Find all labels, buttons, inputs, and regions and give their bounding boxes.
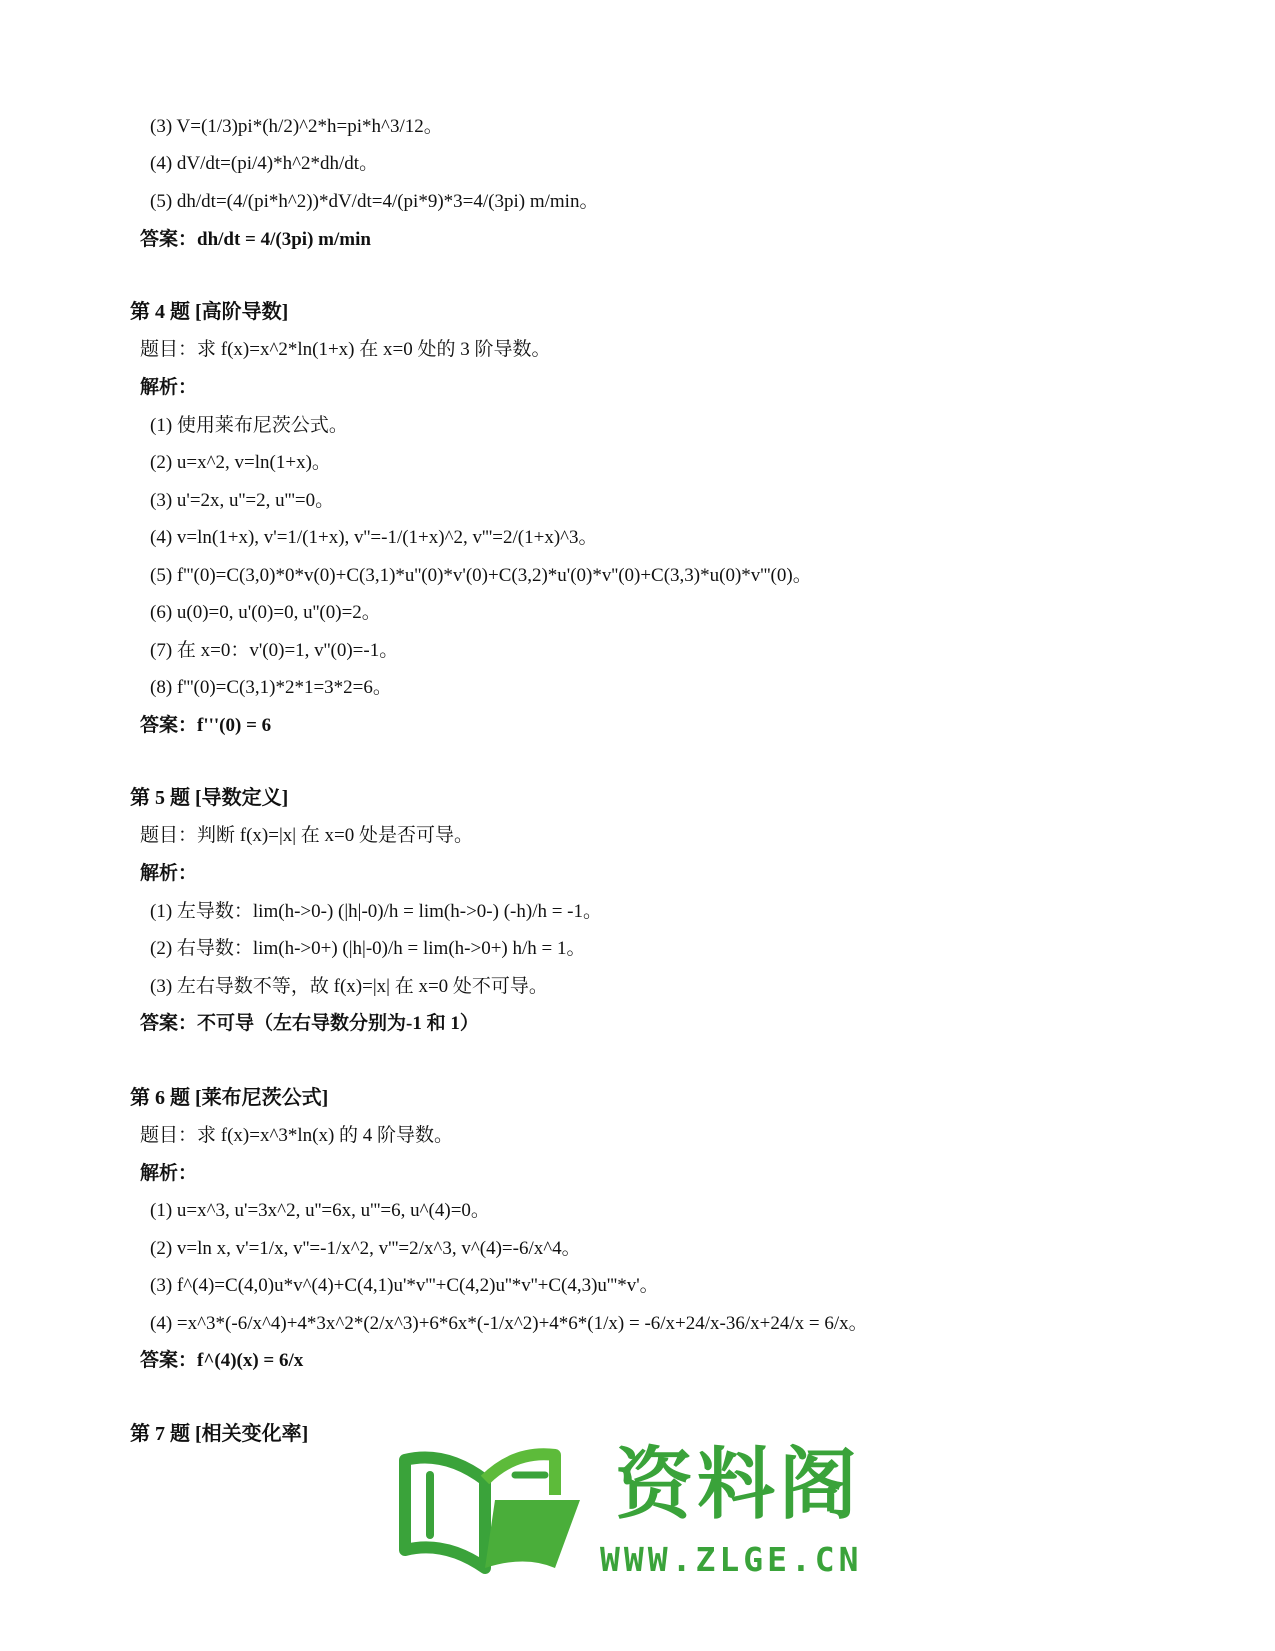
q6-step: (2) v=ln x, v'=1/x, v''=-1/x^2, v'''=2/x^3, v^(4)=-6/x^4。	[150, 1238, 581, 1259]
q6-heading: 第 6 题 [莱布尼茨公式]	[130, 1087, 329, 1109]
q4-step: (4) v=ln(1+x), v'=1/(1+x), v''=-1/(1+x)^2, v'''=2/(1+x)^3。	[150, 527, 598, 548]
prev-step-3: (3) V=(1/3)pi*(h/2)^2*h=pi*h^3/12。	[150, 116, 443, 137]
q7-heading: 第 7 题 [相关变化率]	[130, 1423, 309, 1445]
q4-question: 题目：求 f(x)=x^2*ln(1+x) 在 x=0 处的 3 阶导数。	[140, 339, 551, 360]
q6-step: (4) =x^3*(-6/x^4)+4*3x^2*(2/x^3)+6*6x*(-1/x^2)+4*6*(1/x) = -6/x+24/x-36/x+24/x = 6/x。	[150, 1313, 868, 1334]
q6-question: 题目：求 f(x)=x^3*ln(x) 的 4 阶导数。	[140, 1125, 454, 1146]
q5-step: (1) 左导数：lim(h->0-) (|h|-0)/h = lim(h->0-) (-h)/h = -1。	[150, 901, 603, 922]
q5-step: (3) 左右导数不等，故 f(x)=|x| 在 x=0 处不可导。	[150, 976, 548, 997]
watermark-title: 资料阁	[615, 1440, 862, 1530]
watermark-logo	[395, 1440, 875, 1640]
q4-step: (7) 在 x=0：v'(0)=1, v''(0)=-1。	[150, 640, 399, 661]
q6-step: (1) u=x^3, u'=3x^2, u''=6x, u'''=6, u^(4)=0。	[150, 1200, 490, 1221]
q4-answer: 答案：f'''(0) = 6	[140, 715, 272, 736]
q5-step: (2) 右导数：lim(h->0+) (|h|-0)/h = lim(h->0+) h/h = 1。	[150, 938, 586, 959]
q4-step: (3) u'=2x, u''=2, u'''=0。	[150, 490, 335, 511]
q4-step: (1) 使用莱布尼茨公式。	[150, 415, 348, 436]
q4-step: (6) u(0)=0, u'(0)=0, u''(0)=2。	[150, 602, 381, 623]
q4-heading: 第 4 题 [高阶导数]	[130, 301, 289, 323]
q6-answer: 答案：f^(4)(x) = 6/x	[140, 1350, 304, 1371]
q4-analysis-label: 解析：	[140, 377, 198, 398]
q4-step: (8) f'''(0)=C(3,1)*2*1=3*2=6。	[150, 677, 392, 698]
q5-heading: 第 5 题 [导数定义]	[130, 787, 289, 809]
watermark-url: WWW.ZLGE.CN	[600, 1540, 863, 1579]
q6-step: (3) f^(4)=C(4,0)u*v^(4)+C(4,1)u'*v'''+C(4,2)u''*v''+C(4,3)u'''*v'。	[150, 1275, 659, 1296]
prev-step-5: (5) dh/dt=(4/(pi*h^2))*dV/dt=4/(pi*9)*3=4/(3pi) m/min。	[150, 191, 599, 212]
q5-analysis-label: 解析：	[140, 863, 198, 884]
q4-step: (2) u=x^2, v=ln(1+x)。	[150, 452, 331, 473]
open-book-icon	[395, 1440, 595, 1575]
q4-step: (5) f'''(0)=C(3,0)*0*v(0)+C(3,1)*u''(0)*v'(0)+C(3,2)*u'(0)*v''(0)+C(3,3)*u(0)*v'''(0)。	[150, 565, 812, 586]
q5-answer: 答案：不可导（左右导数分别为-1 和 1）	[140, 1013, 479, 1034]
q5-question: 题目：判断 f(x)=|x| 在 x=0 处是否可导。	[140, 825, 474, 846]
prev-step-4: (4) dV/dt=(pi/4)*h^2*dh/dt。	[150, 153, 379, 174]
prev-answer: 答案：dh/dt = 4/(3pi) m/min	[140, 229, 371, 250]
q6-analysis-label: 解析：	[140, 1163, 198, 1184]
